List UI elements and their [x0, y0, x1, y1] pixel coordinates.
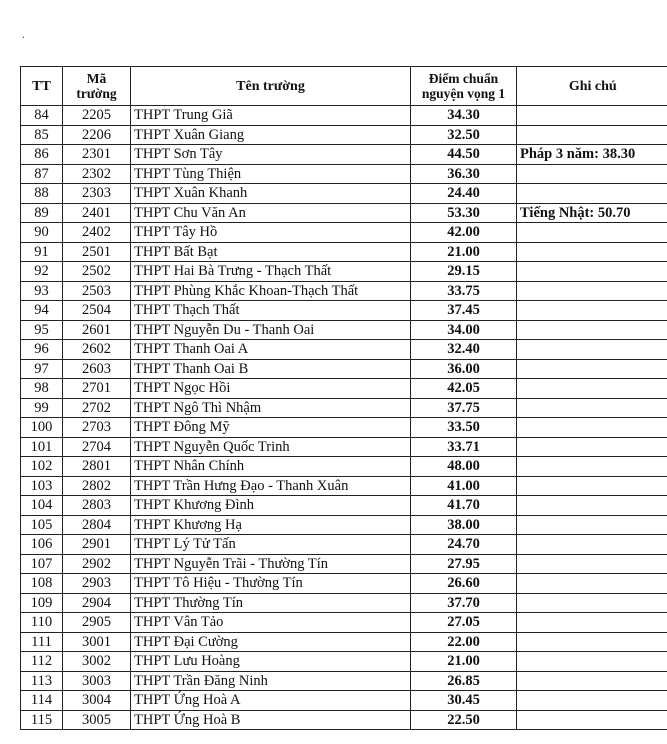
row-number: 108: [21, 574, 63, 594]
row-number: 113: [21, 671, 63, 691]
note-cell: [517, 457, 667, 477]
school-code: 2601: [63, 320, 131, 340]
note-cell: [517, 242, 667, 262]
cutoff-score: 53.30: [411, 203, 517, 223]
table-row: [21, 515, 667, 535]
school-code: 2301: [63, 145, 131, 165]
school-name: THPT Trần Hưng Đạo - Thanh Xuân: [131, 476, 411, 496]
school-code: 2602: [63, 340, 131, 360]
cutoff-score: 32.40: [411, 340, 517, 360]
header-cutoff-score: Điểm chuẩn nguyện vọng 1: [411, 67, 517, 106]
row-number: 112: [21, 652, 63, 672]
school-code: 2501: [63, 242, 131, 262]
cutoff-score: 41.00: [411, 476, 517, 496]
school-code: 2804: [63, 515, 131, 535]
school-code: 2703: [63, 418, 131, 438]
table-row: [21, 223, 667, 243]
school-code: 2303: [63, 184, 131, 204]
note-cell: [517, 515, 667, 535]
school-name: THPT Ứng Hoà A: [131, 691, 411, 711]
table-row: [21, 437, 667, 457]
note-cell: [517, 691, 667, 711]
row-number: 102: [21, 457, 63, 477]
school-name: THPT Thanh Oai A: [131, 340, 411, 360]
table-row: [21, 457, 667, 477]
row-number: 85: [21, 125, 63, 145]
table-row: [21, 242, 667, 262]
school-code: 3002: [63, 652, 131, 672]
row-number: 105: [21, 515, 63, 535]
school-name: THPT Thanh Oai B: [131, 359, 411, 379]
school-code: 2205: [63, 106, 131, 126]
row-number: 104: [21, 496, 63, 516]
table-row: [21, 476, 667, 496]
school-code: 3001: [63, 632, 131, 652]
row-number: 89: [21, 203, 63, 223]
school-code: 2802: [63, 476, 131, 496]
school-code: 2801: [63, 457, 131, 477]
school-code: 2504: [63, 301, 131, 321]
cutoff-score: 21.00: [411, 652, 517, 672]
cutoff-score: 21.00: [411, 242, 517, 262]
school-name: THPT Khương Đình: [131, 496, 411, 516]
row-number: 110: [21, 613, 63, 633]
cutoff-score: 32.50: [411, 125, 517, 145]
note-cell: [517, 496, 667, 516]
table-row: [21, 574, 667, 594]
note-cell: [517, 437, 667, 457]
school-name: THPT Tây Hồ: [131, 223, 411, 243]
cutoff-score: 37.70: [411, 593, 517, 613]
table-row: [21, 145, 667, 165]
row-number: 103: [21, 476, 63, 496]
table-row: [21, 535, 667, 555]
school-code: 2903: [63, 574, 131, 594]
note-cell: Pháp 3 năm: 38.30: [517, 145, 667, 165]
cutoff-score: 22.50: [411, 710, 517, 730]
school-name: THPT Sơn Tây: [131, 145, 411, 165]
table-row: [21, 652, 667, 672]
school-name: THPT Ứng Hoà B: [131, 710, 411, 730]
note-cell: [517, 418, 667, 438]
school-code: 2702: [63, 398, 131, 418]
row-number: 109: [21, 593, 63, 613]
school-code: 2904: [63, 593, 131, 613]
school-name: THPT Lý Tử Tấn: [131, 535, 411, 555]
note-cell: [517, 671, 667, 691]
note-cell: [517, 652, 667, 672]
cutoff-score: 37.75: [411, 398, 517, 418]
row-number: 99: [21, 398, 63, 418]
table-row: [21, 184, 667, 204]
row-number: 94: [21, 301, 63, 321]
note-cell: [517, 710, 667, 730]
school-code: 2905: [63, 613, 131, 633]
school-name: THPT Nguyễn Du - Thanh Oai: [131, 320, 411, 340]
school-code: 2901: [63, 535, 131, 555]
note-cell: [517, 476, 667, 496]
cutoff-score: 36.30: [411, 164, 517, 184]
table-row: [21, 106, 667, 126]
table-row: [21, 398, 667, 418]
school-name: THPT Lưu Hoàng: [131, 652, 411, 672]
row-number: 106: [21, 535, 63, 555]
note-cell: [517, 379, 667, 399]
cutoff-score: 27.95: [411, 554, 517, 574]
school-name: THPT Ngô Thì Nhậm: [131, 398, 411, 418]
school-name: THPT Nguyễn Trãi - Thường Tín: [131, 554, 411, 574]
school-code: 2902: [63, 554, 131, 574]
school-name: THPT Trần Đăng Ninh: [131, 671, 411, 691]
school-name: THPT Trung Giã: [131, 106, 411, 126]
row-number: 93: [21, 281, 63, 301]
table-header-row: [21, 67, 667, 106]
school-name: THPT Ngọc Hồi: [131, 379, 411, 399]
cutoff-score: 34.30: [411, 106, 517, 126]
school-code: 2701: [63, 379, 131, 399]
school-code: 2401: [63, 203, 131, 223]
cutoff-score: 30.45: [411, 691, 517, 711]
note-cell: [517, 554, 667, 574]
table-row: [21, 164, 667, 184]
header-school-name: Tên trường: [131, 67, 411, 106]
table-row: [21, 203, 667, 223]
cutoff-score: 33.50: [411, 418, 517, 438]
stray-mark: .: [22, 27, 25, 41]
note-cell: [517, 184, 667, 204]
school-name: THPT Đông Mỹ: [131, 418, 411, 438]
cutoff-score: 22.00: [411, 632, 517, 652]
cutoff-score: 34.00: [411, 320, 517, 340]
note-cell: [517, 301, 667, 321]
note-cell: [517, 106, 667, 126]
cutoff-score: 41.70: [411, 496, 517, 516]
table-row: [21, 671, 667, 691]
cutoff-score: 42.00: [411, 223, 517, 243]
row-number: 90: [21, 223, 63, 243]
cutoff-score: 37.45: [411, 301, 517, 321]
table-row: [21, 554, 667, 574]
row-number: 107: [21, 554, 63, 574]
note-cell: [517, 632, 667, 652]
school-name: THPT Nguyễn Quốc Trinh: [131, 437, 411, 457]
cutoff-score: 36.00: [411, 359, 517, 379]
note-cell: [517, 281, 667, 301]
school-name: THPT Tô Hiệu - Thường Tín: [131, 574, 411, 594]
school-name: THPT Thường Tín: [131, 593, 411, 613]
table-row: [21, 340, 667, 360]
school-name: THPT Tùng Thiện: [131, 164, 411, 184]
school-code: 2302: [63, 164, 131, 184]
table-row: [21, 710, 667, 730]
school-name: THPT Phùng Khắc Khoan-Thạch Thất: [131, 281, 411, 301]
row-number: 100: [21, 418, 63, 438]
school-code: 2704: [63, 437, 131, 457]
row-number: 97: [21, 359, 63, 379]
row-number: 111: [21, 632, 63, 652]
row-number: 88: [21, 184, 63, 204]
school-name: THPT Thạch Thất: [131, 301, 411, 321]
school-name: THPT Đại Cường: [131, 632, 411, 652]
cutoff-score: 33.75: [411, 281, 517, 301]
note-cell: [517, 535, 667, 555]
school-code: 2503: [63, 281, 131, 301]
cutoff-score: 33.71: [411, 437, 517, 457]
table-row: [21, 593, 667, 613]
row-number: 98: [21, 379, 63, 399]
cutoff-score: 42.05: [411, 379, 517, 399]
header-school-code: Mã trường: [63, 67, 131, 106]
row-number: 92: [21, 262, 63, 282]
row-number: 91: [21, 242, 63, 262]
note-cell: [517, 223, 667, 243]
school-code: 2402: [63, 223, 131, 243]
cutoff-score: 26.60: [411, 574, 517, 594]
school-name: THPT Hai Bà Trưng - Thạch Thất: [131, 262, 411, 282]
school-code: 2803: [63, 496, 131, 516]
note-cell: [517, 613, 667, 633]
school-name: THPT Chu Văn An: [131, 203, 411, 223]
row-number: 115: [21, 710, 63, 730]
school-code: 2502: [63, 262, 131, 282]
cutoff-score: 48.00: [411, 457, 517, 477]
note-cell: Tiếng Nhật: 50.70: [517, 203, 667, 223]
school-name: THPT Xuân Giang: [131, 125, 411, 145]
row-number: 101: [21, 437, 63, 457]
school-code: 2603: [63, 359, 131, 379]
row-number: 95: [21, 320, 63, 340]
cutoff-score: 29.15: [411, 262, 517, 282]
note-cell: [517, 320, 667, 340]
school-code: 2206: [63, 125, 131, 145]
header-tt: TT: [21, 67, 63, 106]
table-row: [21, 359, 667, 379]
cutoff-score: 44.50: [411, 145, 517, 165]
note-cell: [517, 359, 667, 379]
table-row: [21, 262, 667, 282]
admission-score-table: [20, 66, 667, 730]
school-name: THPT Vân Tảo: [131, 613, 411, 633]
school-code: 3005: [63, 710, 131, 730]
row-number: 114: [21, 691, 63, 711]
row-number: 96: [21, 340, 63, 360]
note-cell: [517, 125, 667, 145]
note-cell: [517, 262, 667, 282]
table-row: [21, 613, 667, 633]
cutoff-score: 26.85: [411, 671, 517, 691]
note-cell: [517, 593, 667, 613]
note-cell: [517, 574, 667, 594]
header-note: Ghi chú: [517, 67, 667, 106]
cutoff-score: 24.70: [411, 535, 517, 555]
table-row: [21, 281, 667, 301]
note-cell: [517, 164, 667, 184]
table-body: [21, 106, 667, 730]
school-name: THPT Bất Bạt: [131, 242, 411, 262]
cutoff-score: 24.40: [411, 184, 517, 204]
table-row: [21, 301, 667, 321]
school-code: 3004: [63, 691, 131, 711]
table-row: [21, 320, 667, 340]
row-number: 84: [21, 106, 63, 126]
row-number: 87: [21, 164, 63, 184]
cutoff-score: 27.05: [411, 613, 517, 633]
cutoff-score: 38.00: [411, 515, 517, 535]
school-name: THPT Nhân Chính: [131, 457, 411, 477]
school-code: 3003: [63, 671, 131, 691]
note-cell: [517, 340, 667, 360]
school-name: THPT Khương Hạ: [131, 515, 411, 535]
table-row: [21, 125, 667, 145]
table-row: [21, 632, 667, 652]
table-row: [21, 418, 667, 438]
row-number: 86: [21, 145, 63, 165]
note-cell: [517, 398, 667, 418]
table-row: [21, 691, 667, 711]
table-row: [21, 496, 667, 516]
school-name: THPT Xuân Khanh: [131, 184, 411, 204]
table-row: [21, 379, 667, 399]
